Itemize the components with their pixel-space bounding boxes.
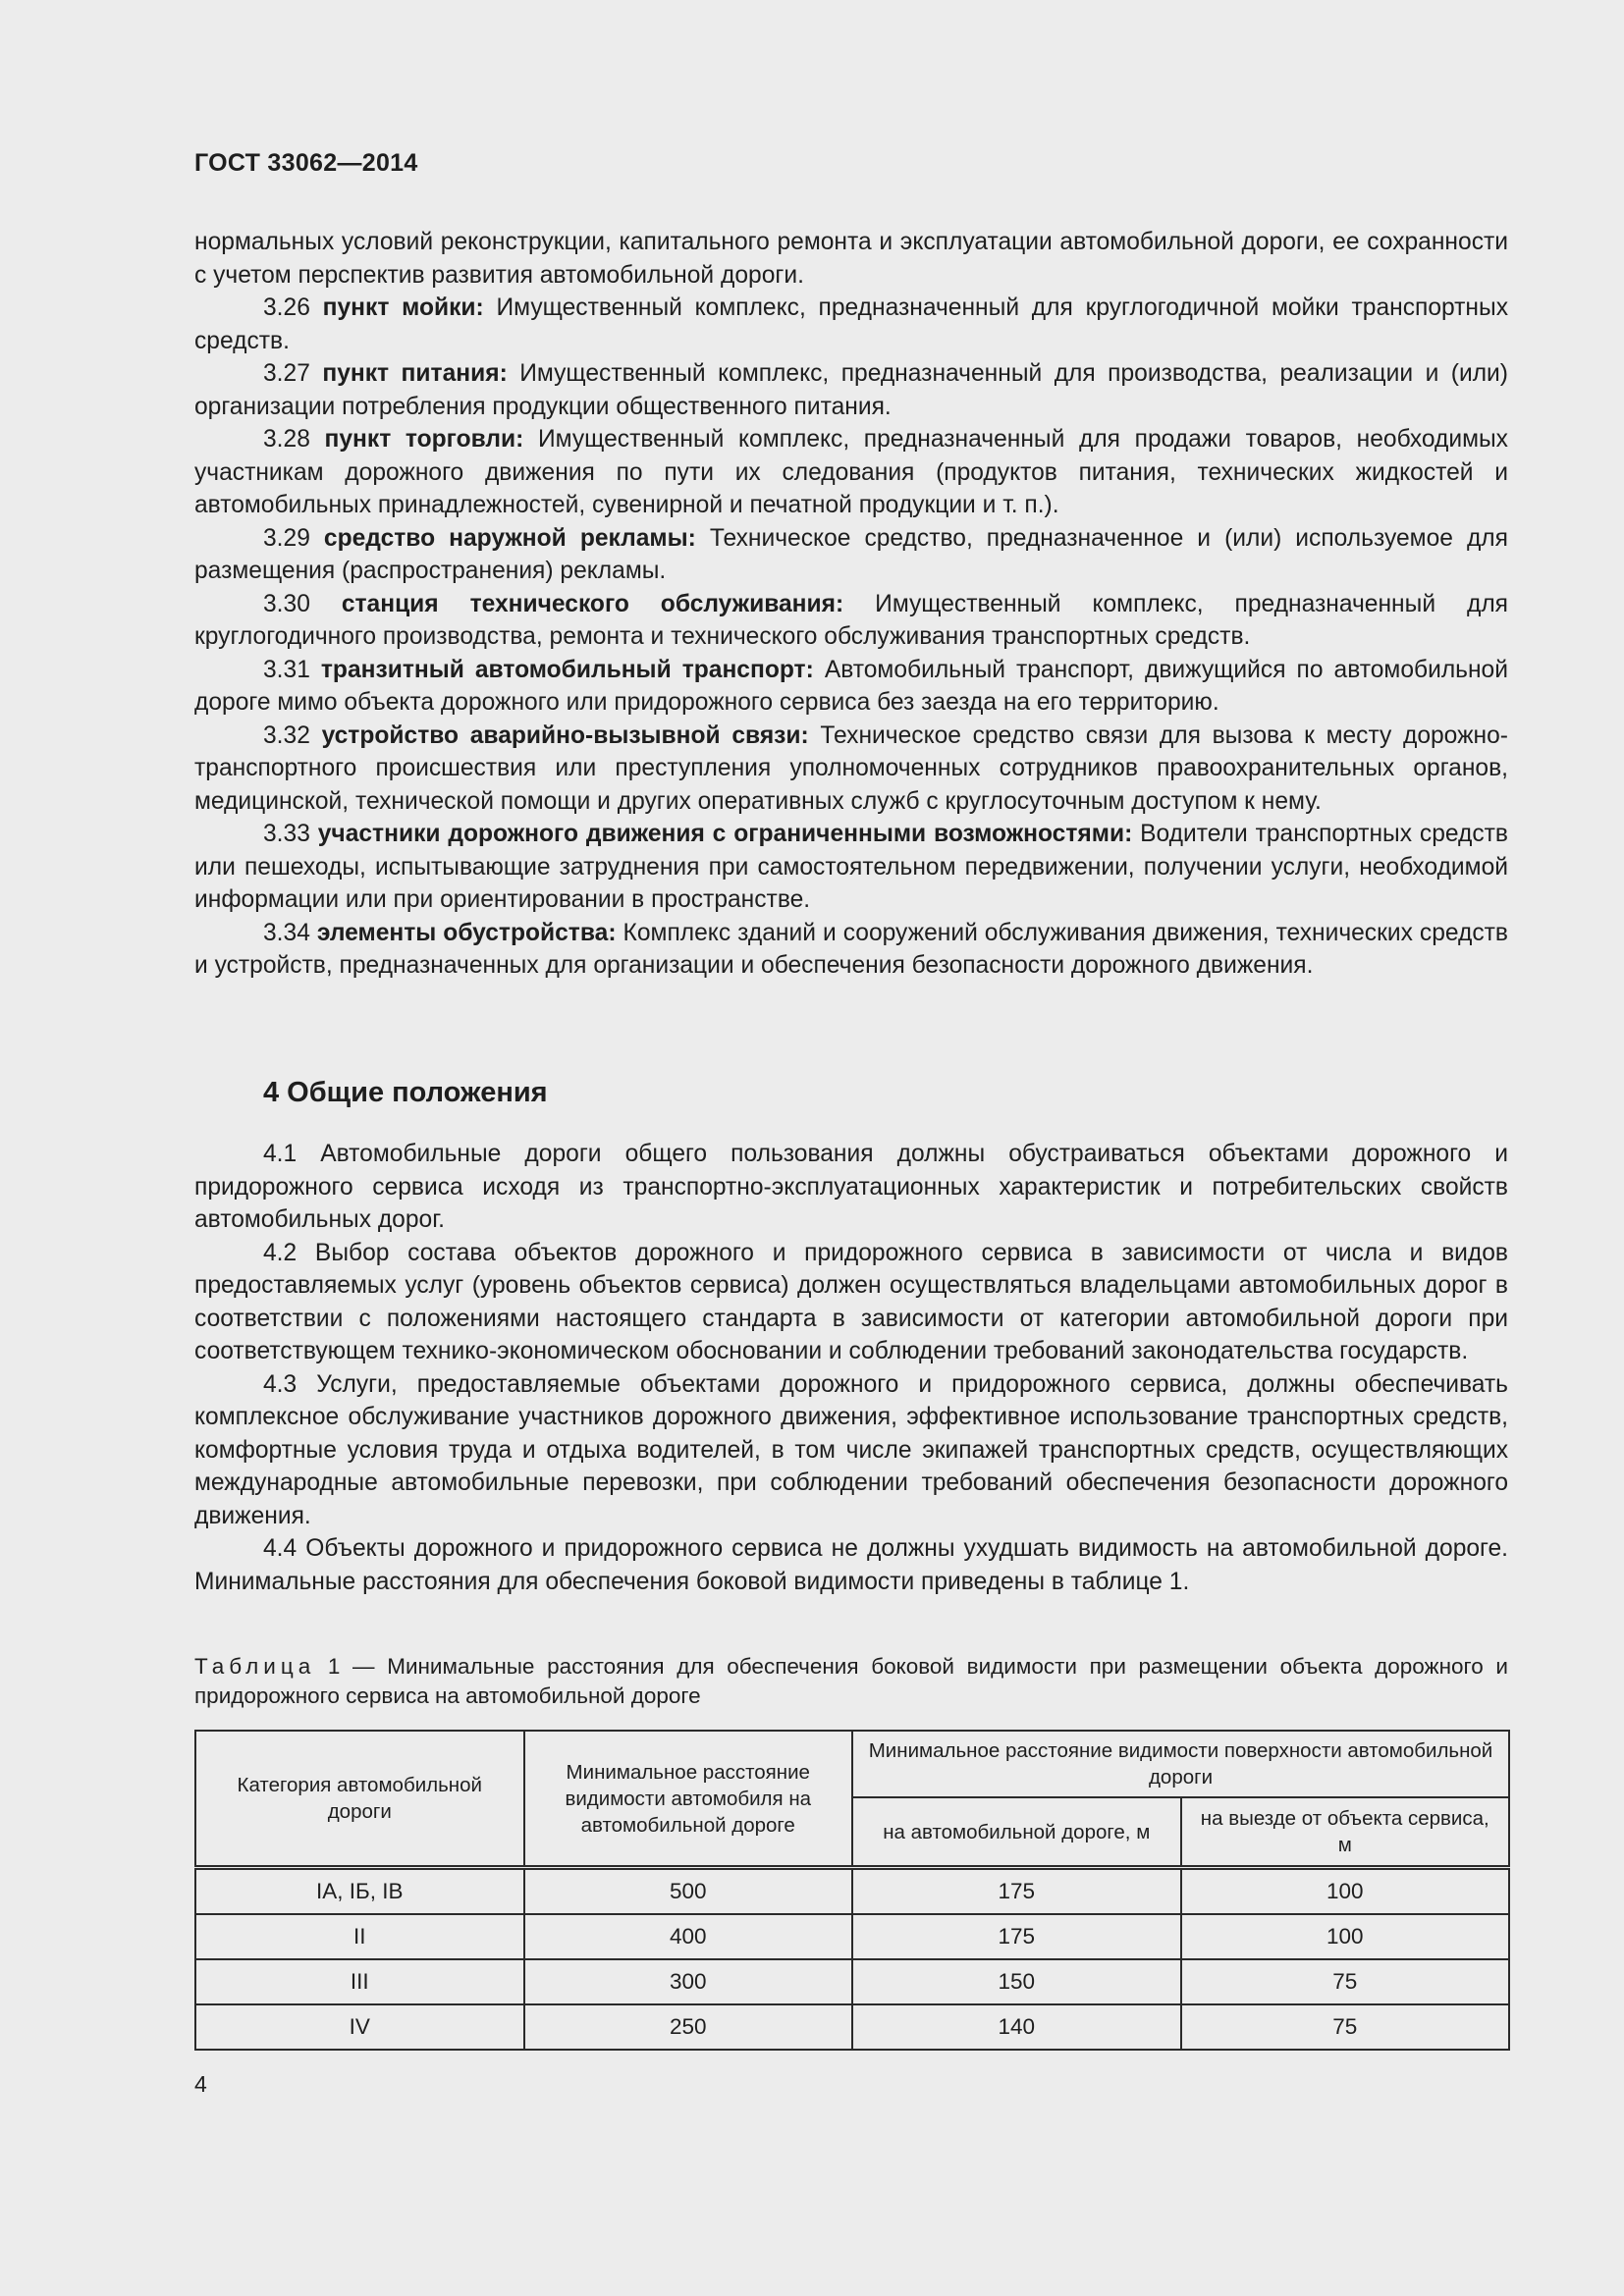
term-title: устройство аварийно-вызывной связи:	[321, 721, 809, 749]
visibility-table	[194, 1730, 1510, 2051]
term-paragraph	[194, 292, 1508, 357]
term-paragraph	[194, 720, 1508, 819]
table-row	[195, 2004, 1509, 2050]
term-title: пункт торговли:	[324, 426, 524, 453]
cell-min-vehicle: 250	[524, 2004, 853, 2050]
section-paragraph: 4.3 Услуги, предоставляемые объектами дорожного и придорожного сервиса, должны обеспечивать комплексное обслуживание участников дорожного движения, эффективное использование транспортных средств, комфортные условия труда и отдыха водителей, в том числе экипажей транспортных средств, осуществляющих международные автомобильные перевозки, при соблюдении требований обеспечения безопасности дорожного движения.	[194, 1370, 1508, 1529]
cell-min-vehicle: 400	[524, 1914, 853, 1959]
cell-category: IV	[195, 2004, 524, 2050]
term-definition: Имущественный комплекс, предназначенный для круглогодичной мойки транспортных средств.	[194, 294, 1508, 354]
cell-on-exit: 100	[1181, 1914, 1510, 1959]
section-paragraph: 4.4 Объекты дорожного и придорожного сервиса не должны ухудшать видимость на автомобильной дороге. Минимальные расстояния для обеспечения боковой видимости приведены в таблице 1.	[194, 1535, 1508, 1595]
cell-on-road: 175	[852, 1868, 1181, 1915]
table-row	[195, 1914, 1509, 1959]
term-title: элементы обустройства:	[316, 919, 617, 946]
term-number: 3.32	[263, 721, 310, 749]
term-number: 3.29	[263, 524, 310, 552]
term-number: 3.28	[263, 426, 310, 453]
term-title: транзитный автомобильный транспорт:	[320, 656, 814, 683]
header-category: Категория автомобильной дороги	[195, 1731, 524, 1868]
term-title: пункт мойки:	[322, 294, 484, 321]
term-definition: Имущественный комплекс, предназначенный для круглогодичного производства, ремонта и технического обслуживания транспортных средств.	[194, 590, 1508, 650]
section-heading: 4 Общие положения	[263, 1077, 548, 1108]
term-number: 3.34	[263, 919, 310, 946]
header-on-exit: на выезде от объекта сервиса, м	[1181, 1797, 1510, 1868]
page-number: 4	[194, 2071, 207, 2097]
cell-on-exit: 75	[1181, 1959, 1510, 2004]
term-title: станция технического обслуживания:	[341, 590, 844, 617]
page-header: ГОСТ 33062—2014	[194, 149, 418, 177]
cell-on-road: 150	[852, 1959, 1181, 2004]
term-definition: Техническое средство, предназначенное и (или) используемое для размещения (распространения) рекламы.	[194, 524, 1508, 584]
term-definition: Имущественный комплекс, предназначенный для продажи товаров, необходимых участникам дорожного движения по пути их следования (продуктов питания, технических жидкостей и автомобильных принадлежностей, сувенирной и печатной продукции и т. п.).	[194, 426, 1508, 518]
term-paragraph	[194, 522, 1508, 588]
term-paragraph	[194, 917, 1508, 983]
cell-category: II	[195, 1914, 524, 1959]
cell-on-exit: 75	[1181, 2004, 1510, 2050]
section-paragraph: 4.2 Выбор состава объектов дорожного и придорожного сервиса в зависимости от числа и видов предоставляемых услуг (уровень объектов сервиса) должен осуществляться владельцами автомобильных дорог в соответствии с положениями настоящего стандарта в зависимости от категории автомобильной дороги при соответствующем технико-экономическом обосновании и соблюдении требований законодательства государств.	[194, 1239, 1508, 1364]
terms-block	[194, 226, 1508, 983]
term-number: 3.30	[263, 590, 310, 617]
header-on-road: на автомобильной дороге, м	[852, 1797, 1181, 1868]
header-min-surface: Минимальное расстояние видимости поверхности автомобильной дороги	[852, 1731, 1509, 1797]
cell-min-vehicle: 300	[524, 1959, 853, 2004]
term-definition: Техническое средство связи для вызова к месту дорожно-транспортного происшествия или преступления уполномоченных сотрудников правоохранительных органов, медицинской, технической помощи и других оперативных служб с круглосуточным доступом к нему.	[194, 721, 1508, 815]
table-row	[195, 1959, 1509, 2004]
table-caption-text: 1 — Минимальные расстояния для обеспечения боковой видимости при размещении объекта дорожного и придорожного сервиса на автомобильной дороге	[194, 1654, 1508, 1708]
cell-on-road: 175	[852, 1914, 1181, 1959]
term-paragraph	[194, 654, 1508, 720]
term-number: 3.26	[263, 294, 310, 321]
section-paragraph: 4.1 Автомобильные дороги общего пользования должны обустраиваться объектами дорожного и придорожного сервиса исходя из транспортно-эксплуатационных характеристик и потребительских свойств автомобильных дорог.	[194, 1141, 1508, 1233]
term-paragraph	[194, 423, 1508, 522]
table-row	[195, 1868, 1509, 1915]
term-definition: Комплекс зданий и сооружений обслуживания движения, технических средств и устройств, предназначенных для организации и обеспечения безопасности дорожного движения.	[194, 919, 1508, 979]
term-definition: Автомобильный транспорт, движущийся по автомобильной дороге мимо объекта дорожного или придорожного сервиса без заезда на его территорию.	[194, 656, 1508, 716]
cell-category: III	[195, 1959, 524, 2004]
term-definition: Водители транспортных средств или пешеходы, испытывающие затруднения при самостоятельном передвижении, получении услуги, необходимой информации или при ориентировании в пространстве.	[194, 821, 1508, 913]
term-paragraph	[194, 588, 1508, 654]
cell-category: IA, IБ, IB	[195, 1868, 524, 1915]
cell-min-vehicle: 500	[524, 1868, 853, 1915]
table-caption-label: Таблица	[194, 1654, 316, 1679]
term-title: пункт питания:	[322, 360, 508, 387]
table-caption	[194, 1652, 1508, 1711]
term-paragraph	[194, 818, 1508, 917]
term-title: участники дорожного движения с ограниченными возможностями:	[317, 821, 1133, 847]
cell-on-exit: 100	[1181, 1868, 1510, 1915]
term-paragraph	[194, 357, 1508, 423]
term-title: средство наружной рекламы:	[323, 524, 696, 552]
header-min-vehicle: Минимальное расстояние видимости автомобиля на автомобильной дороге	[524, 1731, 853, 1868]
term-definition: Имущественный комплекс, предназначенный для производства, реализации и (или) организации потребления продукции общественного питания.	[194, 360, 1508, 420]
cell-on-road: 140	[852, 2004, 1181, 2050]
section-body	[194, 1138, 1508, 1598]
term-number: 3.31	[263, 656, 310, 683]
term-number: 3.33	[263, 821, 310, 847]
term-number: 3.27	[263, 360, 310, 387]
intro-paragraph: нормальных условий реконструкции, капитального ремонта и эксплуатации автомобильной дороги, ее сохранности с учетом перспектив развития автомобильной дороги.	[194, 229, 1508, 289]
